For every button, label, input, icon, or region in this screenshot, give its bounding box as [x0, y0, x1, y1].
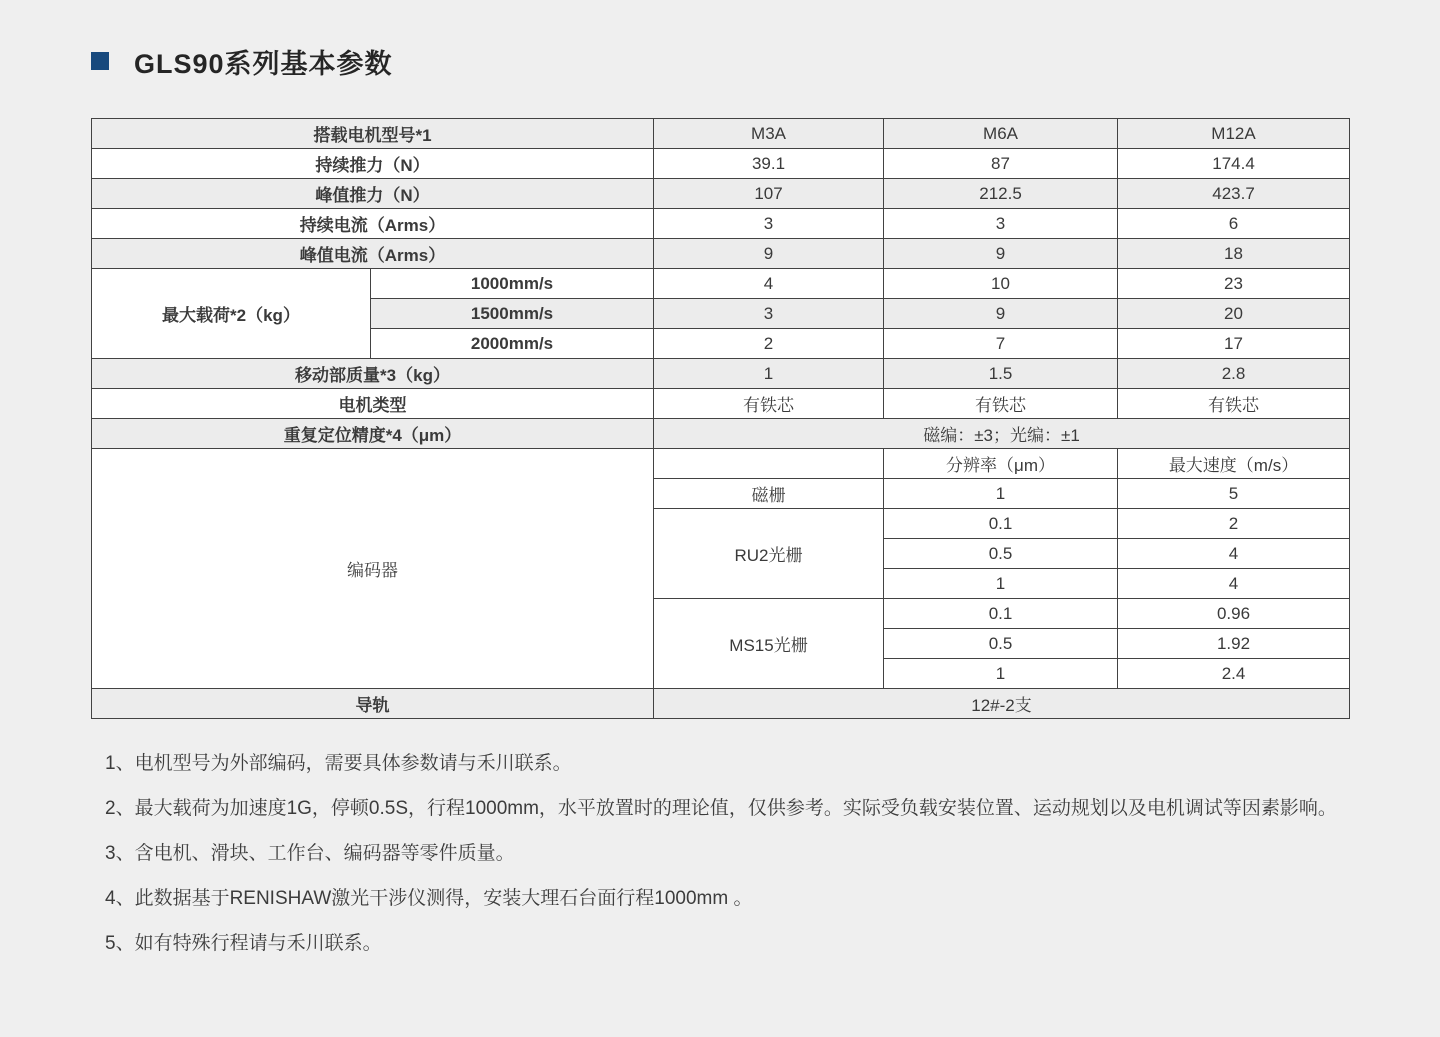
footnote-2: 2、最大载荷为加速度1G，停顿0.5S，行程1000mm，水平放置时的理论值，仅供参考。实际受负载安装位置、运动规划以及电机调试等因素影响。 [105, 798, 1337, 819]
footnote-1: 1、电机型号为外部编码，需要具体参数请与禾川联系。 [105, 753, 572, 774]
cell-value: 1 [884, 659, 1118, 689]
encoder-sublabel-ms15: MS15光栅 [654, 599, 884, 689]
cell-value: 6 [1118, 209, 1350, 239]
row-encoder-header [92, 449, 1350, 479]
cell-value: 9 [884, 239, 1118, 269]
cell-value: 23 [1118, 269, 1350, 299]
row-rail [92, 689, 1350, 719]
row-motor-type [92, 389, 1350, 419]
sub-label-speed-1000: 1000mm/s [371, 269, 654, 299]
cell-value: 2.8 [1118, 359, 1350, 389]
cell-value: 2.4 [1118, 659, 1350, 689]
cell-value: 18 [1118, 239, 1350, 269]
footnote-4: 4、此数据基于RENISHAW激光干涉仪测得，安装大理石台面行程1000mm 。 [105, 888, 753, 909]
row-max-load-1000 [92, 269, 1350, 299]
cell-value: 9 [654, 239, 884, 269]
row-label-moving-mass: 移动部质量*3（kg） [92, 359, 654, 389]
cell-value: 2 [1118, 509, 1350, 539]
row-label-peak-thrust: 峰值推力（N） [92, 179, 654, 209]
row-label-max-load: 最大载荷*2（kg） [92, 269, 371, 359]
header-m6a: M6A [884, 119, 1118, 149]
cell-value: 0.5 [884, 629, 1118, 659]
row-motor-model [92, 119, 1350, 149]
encoder-sublabel-empty-cell [654, 449, 884, 479]
encoder-col-header-resolution: 分辨率（μm） [884, 449, 1118, 479]
cell-value: 3 [654, 299, 884, 329]
row-continuous-thrust [92, 149, 1350, 179]
row-label-continuous-current: 持续电流（Arms） [92, 209, 654, 239]
cell-value: 10 [884, 269, 1118, 299]
cell-value: 1 [654, 359, 884, 389]
row-label-motor-model: 搭载电机型号*1 [92, 119, 654, 149]
row-peak-current [92, 239, 1350, 269]
sub-label-speed-2000: 2000mm/s [371, 329, 654, 359]
cell-value: 2 [654, 329, 884, 359]
title-bullet-icon [91, 52, 109, 70]
cell-value: 174.4 [1118, 149, 1350, 179]
cell-value: 4 [654, 269, 884, 299]
row-label-repeatability: 重复定位精度*4（μm） [92, 419, 654, 449]
cell-value: 0.1 [884, 599, 1118, 629]
row-label-continuous-thrust: 持续推力（N） [92, 149, 654, 179]
row-repeatability [92, 419, 1350, 449]
header-m3a: M3A [654, 119, 884, 149]
encoder-sublabel-ru2: RU2光栅 [654, 509, 884, 599]
encoder-col-header-max-speed: 最大速度（m/s） [1118, 449, 1350, 479]
cell-value: 107 [654, 179, 884, 209]
spec-table [91, 118, 1350, 719]
cell-value: 4 [1118, 539, 1350, 569]
cell-value: 17 [1118, 329, 1350, 359]
row-label-encoder: 编码器 [92, 449, 654, 689]
cell-value: 5 [1118, 479, 1350, 509]
row-continuous-current [92, 209, 1350, 239]
row-label-motor-type: 电机类型 [92, 389, 654, 419]
cell-value: 212.5 [884, 179, 1118, 209]
row-moving-mass [92, 359, 1350, 389]
cell-value: 3 [884, 209, 1118, 239]
sub-label-speed-1500: 1500mm/s [371, 299, 654, 329]
cell-value: 1.92 [1118, 629, 1350, 659]
cell-value: 87 [884, 149, 1118, 179]
cell-value: 1.5 [884, 359, 1118, 389]
section-title-row [91, 45, 1350, 77]
header-m12a: M12A [1118, 119, 1350, 149]
footnotes [91, 749, 1341, 959]
cell-value: 1 [884, 479, 1118, 509]
cell-value: 有铁芯 [884, 389, 1118, 419]
cell-value: 1 [884, 569, 1118, 599]
page-title: GLS90系列基本参数 [134, 48, 393, 79]
cell-rail-value: 12#-2支 [654, 689, 1350, 719]
cell-value: 0.96 [1118, 599, 1350, 629]
cell-value: 0.5 [884, 539, 1118, 569]
cell-value: 有铁芯 [1118, 389, 1350, 419]
row-label-rail: 导轨 [92, 689, 654, 719]
cell-value: 20 [1118, 299, 1350, 329]
cell-value: 有铁芯 [654, 389, 884, 419]
cell-value: 4 [1118, 569, 1350, 599]
cell-value: 3 [654, 209, 884, 239]
cell-value: 9 [884, 299, 1118, 329]
footnote-3: 3、含电机、滑块、工作台、编码器等零件质量。 [105, 843, 515, 864]
row-peak-thrust [92, 179, 1350, 209]
cell-value: 0.1 [884, 509, 1118, 539]
encoder-sublabel-magnetic: 磁栅 [654, 479, 884, 509]
cell-value: 423.7 [1118, 179, 1350, 209]
cell-value: 39.1 [654, 149, 884, 179]
footnote-5: 5、如有特殊行程请与禾川联系。 [105, 933, 382, 954]
cell-repeatability-value: 磁编：±3；光编：±1 [654, 419, 1350, 449]
row-label-peak-current: 峰值电流（Arms） [92, 239, 654, 269]
cell-value: 7 [884, 329, 1118, 359]
